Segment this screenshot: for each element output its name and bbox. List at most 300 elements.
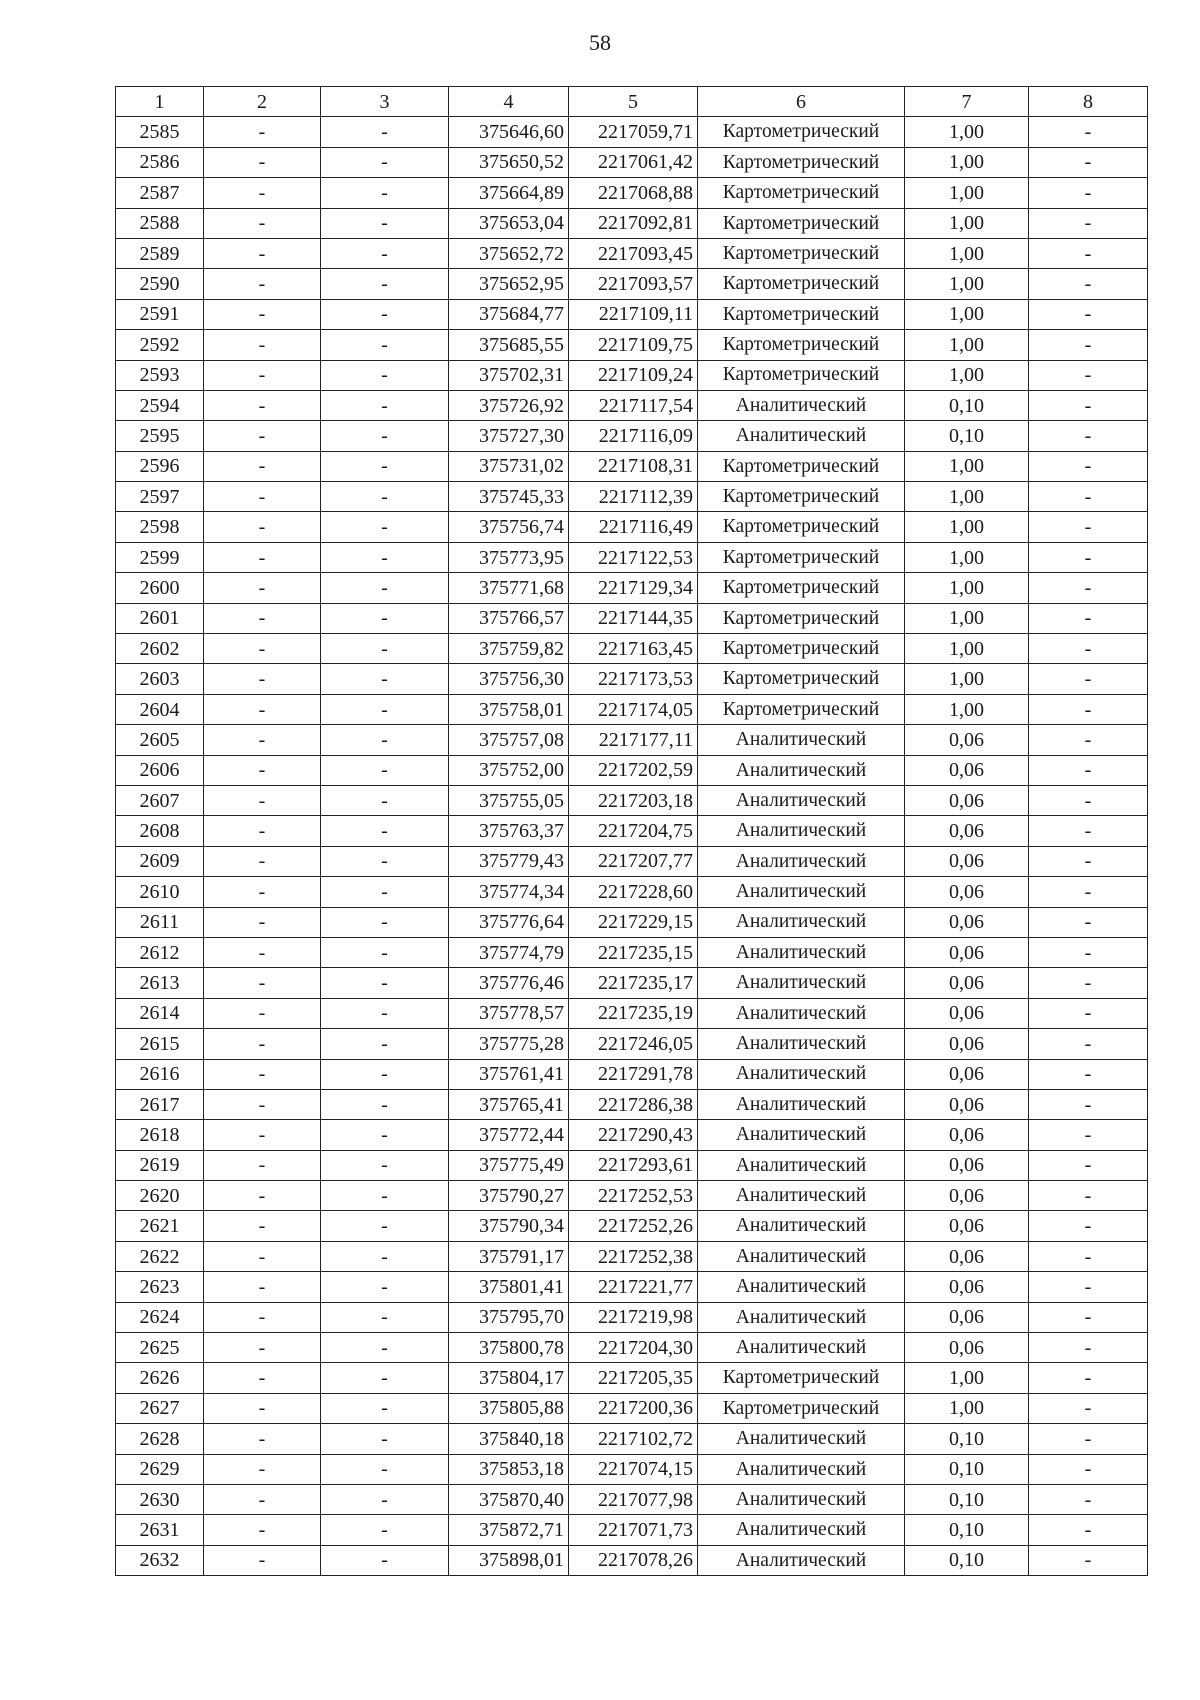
y-coordinate-cell: 2217202,59: [569, 755, 698, 785]
accuracy-cell: 1,00: [905, 634, 1029, 664]
x-coordinate-cell: 375773,95: [449, 542, 569, 572]
x-coordinate-cell: 375745,33: [449, 482, 569, 512]
table-row: [116, 1181, 1148, 1211]
col3-cell: -: [321, 1120, 449, 1150]
col2-cell: -: [204, 1545, 321, 1575]
accuracy-cell: 1,00: [905, 330, 1029, 360]
accuracy-cell: 1,00: [905, 360, 1029, 390]
col2-cell: -: [204, 1120, 321, 1150]
accuracy-cell: 1,00: [905, 178, 1029, 208]
col8-cell: -: [1029, 1515, 1148, 1545]
point-number-cell: 2632: [116, 1545, 204, 1575]
table-row: [116, 421, 1148, 451]
col8-cell: -: [1029, 1454, 1148, 1484]
x-coordinate-cell: 375756,30: [449, 664, 569, 694]
accuracy-cell: 0,06: [905, 1150, 1029, 1180]
table-row: [116, 1272, 1148, 1302]
x-coordinate-cell: 375646,60: [449, 117, 569, 147]
col2-cell: -: [204, 147, 321, 177]
col3-cell: -: [321, 178, 449, 208]
y-coordinate-cell: 2217074,15: [569, 1454, 698, 1484]
column-header: 4: [449, 87, 569, 117]
col8-cell: -: [1029, 1333, 1148, 1363]
method-cell: Аналитический: [698, 785, 905, 815]
x-coordinate-cell: 375779,43: [449, 846, 569, 876]
accuracy-cell: 1,00: [905, 573, 1029, 603]
accuracy-cell: 0,06: [905, 937, 1029, 967]
accuracy-cell: 1,00: [905, 208, 1029, 238]
table-row: [116, 512, 1148, 542]
col2-cell: -: [204, 1424, 321, 1454]
y-coordinate-cell: 2217102,72: [569, 1424, 698, 1454]
col8-cell: -: [1029, 390, 1148, 420]
table-row: [116, 147, 1148, 177]
x-coordinate-cell: 375759,82: [449, 634, 569, 664]
y-coordinate-cell: 2217219,98: [569, 1302, 698, 1332]
col2-cell: -: [204, 1150, 321, 1180]
point-number-cell: 2590: [116, 269, 204, 299]
col3-cell: -: [321, 1515, 449, 1545]
point-number-cell: 2586: [116, 147, 204, 177]
method-cell: Аналитический: [698, 1211, 905, 1241]
col2-cell: -: [204, 1272, 321, 1302]
page-number: 58: [589, 30, 611, 55]
y-coordinate-cell: 2217252,53: [569, 1181, 698, 1211]
col2-cell: -: [204, 937, 321, 967]
x-coordinate-cell: 375756,74: [449, 512, 569, 542]
point-number-cell: 2623: [116, 1272, 204, 1302]
column-header: 1: [116, 87, 204, 117]
point-number-cell: 2618: [116, 1120, 204, 1150]
method-cell: Аналитический: [698, 421, 905, 451]
x-coordinate-cell: 375727,30: [449, 421, 569, 451]
col2-cell: -: [204, 877, 321, 907]
table-row: [116, 1059, 1148, 1089]
table-row: [116, 208, 1148, 238]
y-coordinate-cell: 2217221,77: [569, 1272, 698, 1302]
y-coordinate-cell: 2217235,17: [569, 968, 698, 998]
col3-cell: -: [321, 846, 449, 876]
table-row: [116, 816, 1148, 846]
table-row: [116, 1089, 1148, 1119]
col8-cell: -: [1029, 238, 1148, 268]
point-number-cell: 2613: [116, 968, 204, 998]
table-row: [116, 1211, 1148, 1241]
x-coordinate-cell: 375755,05: [449, 785, 569, 815]
y-coordinate-cell: 2217207,77: [569, 846, 698, 876]
method-cell: Аналитический: [698, 1302, 905, 1332]
accuracy-cell: 1,00: [905, 1393, 1029, 1423]
point-number-cell: 2619: [116, 1150, 204, 1180]
col3-cell: -: [321, 816, 449, 846]
col3-cell: -: [321, 1333, 449, 1363]
col3-cell: -: [321, 512, 449, 542]
col8-cell: -: [1029, 573, 1148, 603]
table-row: [116, 603, 1148, 633]
col2-cell: -: [204, 1393, 321, 1423]
table-row: [116, 846, 1148, 876]
accuracy-cell: 0,10: [905, 421, 1029, 451]
method-cell: Аналитический: [698, 390, 905, 420]
point-number-cell: 2620: [116, 1181, 204, 1211]
method-cell: Картометрический: [698, 664, 905, 694]
col3-cell: -: [321, 968, 449, 998]
col8-cell: -: [1029, 1059, 1148, 1089]
accuracy-cell: 0,10: [905, 1484, 1029, 1514]
x-coordinate-cell: 375800,78: [449, 1333, 569, 1363]
x-coordinate-cell: 375772,44: [449, 1120, 569, 1150]
point-number-cell: 2615: [116, 1029, 204, 1059]
accuracy-cell: 0,06: [905, 877, 1029, 907]
x-coordinate-cell: 375652,72: [449, 238, 569, 268]
col3-cell: -: [321, 1089, 449, 1119]
point-number-cell: 2608: [116, 816, 204, 846]
col8-cell: -: [1029, 1424, 1148, 1454]
column-header: 6: [698, 87, 905, 117]
method-cell: Аналитический: [698, 1272, 905, 1302]
col2-cell: -: [204, 512, 321, 542]
point-number-cell: 2612: [116, 937, 204, 967]
table-row: [116, 360, 1148, 390]
col2-cell: -: [204, 1241, 321, 1271]
col8-cell: -: [1029, 907, 1148, 937]
method-cell: Аналитический: [698, 998, 905, 1028]
table-row: [116, 694, 1148, 724]
table-row: [116, 1424, 1148, 1454]
y-coordinate-cell: 2217252,26: [569, 1211, 698, 1241]
col8-cell: -: [1029, 603, 1148, 633]
method-cell: Аналитический: [698, 1333, 905, 1363]
column-header: 2: [204, 87, 321, 117]
method-cell: Картометрический: [698, 360, 905, 390]
point-number-cell: 2587: [116, 178, 204, 208]
x-coordinate-cell: 375731,02: [449, 451, 569, 481]
accuracy-cell: 1,00: [905, 603, 1029, 633]
y-coordinate-cell: 2217204,75: [569, 816, 698, 846]
method-cell: Аналитический: [698, 877, 905, 907]
col2-cell: -: [204, 238, 321, 268]
y-coordinate-cell: 2217205,35: [569, 1363, 698, 1393]
table-row: [116, 482, 1148, 512]
col3-cell: -: [321, 907, 449, 937]
col8-cell: -: [1029, 1089, 1148, 1119]
accuracy-cell: 0,06: [905, 1059, 1029, 1089]
col2-cell: -: [204, 846, 321, 876]
accuracy-cell: 0,06: [905, 1272, 1029, 1302]
method-cell: Картометрический: [698, 603, 905, 633]
col3-cell: -: [321, 937, 449, 967]
method-cell: Аналитический: [698, 1454, 905, 1484]
table-row: [116, 299, 1148, 329]
table-row: [116, 1363, 1148, 1393]
col3-cell: -: [321, 238, 449, 268]
col3-cell: -: [321, 451, 449, 481]
accuracy-cell: 0,06: [905, 1211, 1029, 1241]
col3-cell: -: [321, 785, 449, 815]
col2-cell: -: [204, 1484, 321, 1514]
point-number-cell: 2598: [116, 512, 204, 542]
accuracy-cell: 1,00: [905, 299, 1029, 329]
method-cell: Аналитический: [698, 755, 905, 785]
table-row: [116, 269, 1148, 299]
point-number-cell: 2600: [116, 573, 204, 603]
accuracy-cell: 1,00: [905, 117, 1029, 147]
point-number-cell: 2614: [116, 998, 204, 1028]
y-coordinate-cell: 2217235,15: [569, 937, 698, 967]
y-coordinate-cell: 2217116,49: [569, 512, 698, 542]
y-coordinate-cell: 2217235,19: [569, 998, 698, 1028]
method-cell: Аналитический: [698, 968, 905, 998]
accuracy-cell: 0,06: [905, 846, 1029, 876]
col3-cell: -: [321, 998, 449, 1028]
col8-cell: -: [1029, 117, 1148, 147]
col8-cell: -: [1029, 877, 1148, 907]
accuracy-cell: 0,06: [905, 755, 1029, 785]
col8-cell: -: [1029, 1120, 1148, 1150]
point-number-cell: 2592: [116, 330, 204, 360]
col3-cell: -: [321, 1059, 449, 1089]
x-coordinate-cell: 375791,17: [449, 1241, 569, 1271]
x-coordinate-cell: 375758,01: [449, 694, 569, 724]
point-number-cell: 2597: [116, 482, 204, 512]
y-coordinate-cell: 2217174,05: [569, 694, 698, 724]
x-coordinate-cell: 375752,00: [449, 755, 569, 785]
table-row: [116, 542, 1148, 572]
y-coordinate-cell: 2217163,45: [569, 634, 698, 664]
col2-cell: -: [204, 816, 321, 846]
method-cell: Картометрический: [698, 573, 905, 603]
method-cell: Картометрический: [698, 330, 905, 360]
method-cell: Аналитический: [698, 1059, 905, 1089]
column-header: 3: [321, 87, 449, 117]
col3-cell: -: [321, 1150, 449, 1180]
col8-cell: -: [1029, 846, 1148, 876]
accuracy-cell: 0,06: [905, 816, 1029, 846]
accuracy-cell: 0,06: [905, 1029, 1029, 1059]
col8-cell: -: [1029, 968, 1148, 998]
x-coordinate-cell: 375757,08: [449, 725, 569, 755]
point-number-cell: 2616: [116, 1059, 204, 1089]
table-row: [116, 390, 1148, 420]
col8-cell: -: [1029, 178, 1148, 208]
col3-cell: -: [321, 1454, 449, 1484]
col8-cell: -: [1029, 269, 1148, 299]
col2-cell: -: [204, 694, 321, 724]
y-coordinate-cell: 2217293,61: [569, 1150, 698, 1180]
col2-cell: -: [204, 178, 321, 208]
accuracy-cell: 0,06: [905, 1302, 1029, 1332]
x-coordinate-cell: 375664,89: [449, 178, 569, 208]
col3-cell: -: [321, 299, 449, 329]
table-row: [116, 634, 1148, 664]
col8-cell: -: [1029, 937, 1148, 967]
method-cell: Картометрический: [698, 208, 905, 238]
y-coordinate-cell: 2217112,39: [569, 482, 698, 512]
table-row: [116, 755, 1148, 785]
accuracy-cell: 0,06: [905, 998, 1029, 1028]
col3-cell: -: [321, 269, 449, 299]
col2-cell: -: [204, 603, 321, 633]
x-coordinate-cell: 375766,57: [449, 603, 569, 633]
y-coordinate-cell: 2217291,78: [569, 1059, 698, 1089]
table-row: [116, 877, 1148, 907]
col2-cell: -: [204, 573, 321, 603]
table-row: [116, 785, 1148, 815]
col8-cell: -: [1029, 542, 1148, 572]
point-number-cell: 2629: [116, 1454, 204, 1484]
y-coordinate-cell: 2217093,45: [569, 238, 698, 268]
x-coordinate-cell: 375726,92: [449, 390, 569, 420]
table-row: [116, 968, 1148, 998]
y-coordinate-cell: 2217092,81: [569, 208, 698, 238]
accuracy-cell: 0,06: [905, 1333, 1029, 1363]
accuracy-cell: 1,00: [905, 694, 1029, 724]
col2-cell: -: [204, 360, 321, 390]
col8-cell: -: [1029, 1241, 1148, 1271]
table-row: [116, 1029, 1148, 1059]
col3-cell: -: [321, 1545, 449, 1575]
y-coordinate-cell: 2217228,60: [569, 877, 698, 907]
x-coordinate-cell: 375761,41: [449, 1059, 569, 1089]
x-coordinate-cell: 375853,18: [449, 1454, 569, 1484]
col2-cell: -: [204, 1515, 321, 1545]
col3-cell: -: [321, 1029, 449, 1059]
col3-cell: -: [321, 694, 449, 724]
x-coordinate-cell: 375801,41: [449, 1272, 569, 1302]
col3-cell: -: [321, 1272, 449, 1302]
x-coordinate-cell: 375702,31: [449, 360, 569, 390]
point-number-cell: 2631: [116, 1515, 204, 1545]
col2-cell: -: [204, 390, 321, 420]
point-number-cell: 2626: [116, 1363, 204, 1393]
x-coordinate-cell: 375790,27: [449, 1181, 569, 1211]
x-coordinate-cell: 375684,77: [449, 299, 569, 329]
accuracy-cell: 0,06: [905, 1241, 1029, 1271]
col8-cell: -: [1029, 1302, 1148, 1332]
table-body: [116, 117, 1148, 1576]
y-coordinate-cell: 2217093,57: [569, 269, 698, 299]
y-coordinate-cell: 2217059,71: [569, 117, 698, 147]
accuracy-cell: 0,06: [905, 785, 1029, 815]
point-number-cell: 2585: [116, 117, 204, 147]
y-coordinate-cell: 2217117,54: [569, 390, 698, 420]
y-coordinate-cell: 2217122,53: [569, 542, 698, 572]
point-number-cell: 2602: [116, 634, 204, 664]
method-cell: Аналитический: [698, 1424, 905, 1454]
method-cell: Аналитический: [698, 1545, 905, 1575]
y-coordinate-cell: 2217116,09: [569, 421, 698, 451]
col8-cell: -: [1029, 1211, 1148, 1241]
col8-cell: -: [1029, 1363, 1148, 1393]
method-cell: Аналитический: [698, 725, 905, 755]
col2-cell: -: [204, 664, 321, 694]
col8-cell: -: [1029, 634, 1148, 664]
method-cell: Аналитический: [698, 1089, 905, 1119]
col3-cell: -: [321, 117, 449, 147]
col2-cell: -: [204, 998, 321, 1028]
col8-cell: -: [1029, 512, 1148, 542]
col8-cell: -: [1029, 1393, 1148, 1423]
col8-cell: -: [1029, 147, 1148, 177]
col3-cell: -: [321, 1181, 449, 1211]
x-coordinate-cell: 375805,88: [449, 1393, 569, 1423]
point-number-cell: 2610: [116, 877, 204, 907]
col2-cell: -: [204, 208, 321, 238]
col3-cell: -: [321, 1302, 449, 1332]
y-coordinate-cell: 2217129,34: [569, 573, 698, 603]
col8-cell: -: [1029, 1272, 1148, 1302]
col8-cell: -: [1029, 664, 1148, 694]
point-number-cell: 2628: [116, 1424, 204, 1454]
col8-cell: -: [1029, 421, 1148, 451]
point-number-cell: 2596: [116, 451, 204, 481]
col8-cell: -: [1029, 785, 1148, 815]
accuracy-cell: 1,00: [905, 512, 1029, 542]
x-coordinate-cell: 375763,37: [449, 816, 569, 846]
method-cell: Картометрический: [698, 694, 905, 724]
point-number-cell: 2630: [116, 1484, 204, 1514]
method-cell: Картометрический: [698, 269, 905, 299]
accuracy-cell: 0,06: [905, 725, 1029, 755]
col3-cell: -: [321, 1484, 449, 1514]
x-coordinate-cell: 375774,34: [449, 877, 569, 907]
col2-cell: -: [204, 634, 321, 664]
y-coordinate-cell: 2217061,42: [569, 147, 698, 177]
col2-cell: -: [204, 1302, 321, 1332]
col3-cell: -: [321, 1211, 449, 1241]
method-cell: Аналитический: [698, 1515, 905, 1545]
col2-cell: -: [204, 785, 321, 815]
col2-cell: -: [204, 1059, 321, 1089]
method-cell: Картометрический: [698, 147, 905, 177]
table-row: [116, 238, 1148, 268]
y-coordinate-cell: 2217077,98: [569, 1484, 698, 1514]
y-coordinate-cell: 2217200,36: [569, 1393, 698, 1423]
col2-cell: -: [204, 1029, 321, 1059]
col3-cell: -: [321, 1241, 449, 1271]
point-number-cell: 2588: [116, 208, 204, 238]
table-row: [116, 1241, 1148, 1271]
accuracy-cell: 0,10: [905, 390, 1029, 420]
col8-cell: -: [1029, 1181, 1148, 1211]
method-cell: Аналитический: [698, 1484, 905, 1514]
x-coordinate-cell: 375775,49: [449, 1150, 569, 1180]
point-number-cell: 2625: [116, 1333, 204, 1363]
col2-cell: -: [204, 299, 321, 329]
method-cell: Картометрический: [698, 451, 905, 481]
x-coordinate-cell: 375685,55: [449, 330, 569, 360]
col3-cell: -: [321, 634, 449, 664]
table-row: [116, 1484, 1148, 1514]
col8-cell: -: [1029, 299, 1148, 329]
col3-cell: -: [321, 877, 449, 907]
y-coordinate-cell: 2217071,73: [569, 1515, 698, 1545]
accuracy-cell: 1,00: [905, 238, 1029, 268]
method-cell: Аналитический: [698, 1241, 905, 1271]
x-coordinate-cell: 375653,04: [449, 208, 569, 238]
col3-cell: -: [321, 208, 449, 238]
y-coordinate-cell: 2217177,11: [569, 725, 698, 755]
col8-cell: -: [1029, 694, 1148, 724]
point-number-cell: 2621: [116, 1211, 204, 1241]
col3-cell: -: [321, 390, 449, 420]
x-coordinate-cell: 375771,68: [449, 573, 569, 603]
accuracy-cell: 0,06: [905, 1089, 1029, 1119]
method-cell: Аналитический: [698, 937, 905, 967]
y-coordinate-cell: 2217108,31: [569, 451, 698, 481]
col3-cell: -: [321, 573, 449, 603]
accuracy-cell: 1,00: [905, 1363, 1029, 1393]
